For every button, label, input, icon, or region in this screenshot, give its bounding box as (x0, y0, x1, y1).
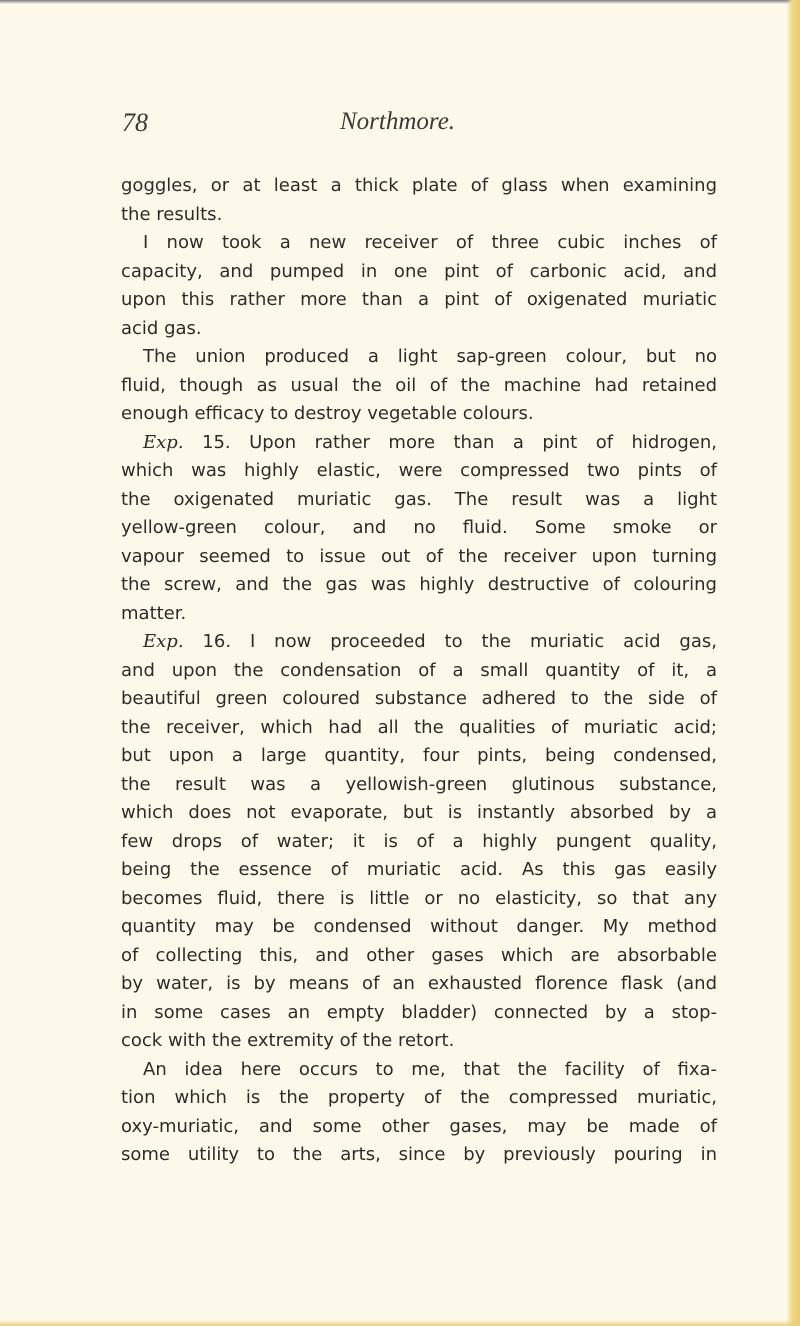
line-text: which does not evaporate, but is instantly absorbed by a (121, 802, 717, 823)
line-text: 15. Upon rather more than a pint of hidrogen, (183, 431, 717, 453)
line-text: becomes fluid, there is little or no elasticity, so that any (121, 887, 717, 909)
text-line (121, 1113, 717, 1142)
text-line (121, 258, 717, 287)
text-line (121, 457, 717, 486)
line-text: which was highly elastic, were compressed two pints of (121, 460, 717, 481)
text-line (121, 970, 717, 999)
text-line (121, 742, 717, 771)
line-text: oxy-muriatic, and some other gases, may be made of (121, 1115, 717, 1137)
text-line (121, 372, 717, 401)
text-line (121, 799, 717, 828)
line-text: An idea here occurs to me, that the facility of fixa- (143, 1058, 717, 1080)
text-line (121, 885, 717, 914)
line-text: the result was a yellowish-green glutinous substance, (121, 773, 717, 795)
line-text: upon this rather more than a pint of oxigenated muriatic (121, 289, 717, 310)
line-text: fluid, though as usual the oil of the machine had retained (121, 374, 717, 396)
line-text: matter. (121, 602, 187, 624)
text-line (121, 828, 717, 857)
line-text: the oxigenated muriatic gas. The result was a light (121, 488, 717, 510)
page-top-edge (0, 0, 800, 4)
line-text: acid gas. (121, 317, 202, 339)
text-line (121, 514, 717, 543)
text-line (121, 543, 717, 572)
line-text: the receiver, which had all the qualities of muriatic acid; (121, 716, 717, 738)
running-title: Northmore. (340, 108, 456, 135)
line-text: enough efficacy to destroy vegetable colours. (121, 403, 534, 424)
line-text: tion which is the property of the compressed muriatic, (121, 1087, 717, 1108)
text-line (121, 1027, 717, 1056)
line-text: vapour seemed to issue out of the receiver upon turning (121, 545, 717, 567)
line-text: capacity, and pumped in one pint of carbonic acid, and (121, 260, 717, 282)
line-text: quantity may be condensed without danger. My method (121, 916, 717, 937)
text-line (121, 286, 717, 315)
body-text (121, 172, 717, 1170)
line-text: cock with the extremity of the retort. (121, 1030, 455, 1051)
text-line (121, 201, 717, 230)
line-text: goggles, or at least a thick plate of glass when examining (121, 175, 717, 196)
line-text: The union produced a light sap-green colour, but no (143, 346, 717, 367)
page-bottom-edge (0, 1320, 800, 1326)
text-line (121, 685, 717, 714)
text-line (121, 999, 717, 1028)
line-text: but upon a large quantity, four pints, being condensed, (121, 745, 717, 766)
text-line (121, 1084, 717, 1113)
text-line (121, 343, 717, 372)
line-text: the screw, and the gas was highly destructive of colouring (121, 574, 717, 595)
text-line (121, 1141, 717, 1170)
text-line (121, 1056, 717, 1085)
text-line (121, 571, 717, 600)
text-line (121, 600, 717, 629)
text-line (121, 429, 717, 458)
line-text: the results. (121, 203, 223, 225)
page-right-edge (786, 0, 800, 1326)
text-line (121, 172, 717, 201)
text-line (121, 628, 717, 657)
text-line (121, 486, 717, 515)
line-text: being the essence of muriatic acid. As this gas easily (121, 859, 717, 880)
text-line (121, 856, 717, 885)
experiment-label: Exp. (143, 431, 184, 453)
line-text: few drops of water; it is of a highly pungent quality, (121, 830, 717, 852)
running-head (122, 108, 712, 148)
text-line (121, 315, 717, 344)
line-text: yellow-green colour, and no fluid. Some smoke or (121, 517, 717, 538)
line-text: by water, is by means of an exhausted florence flask (and (121, 973, 717, 994)
line-text: and upon the condensation of a small quantity of it, a (121, 659, 717, 681)
line-text: in some cases an empty bladder) connected by a stop- (121, 1001, 717, 1023)
line-text: some utility to the arts, since by previously pouring in (121, 1144, 717, 1165)
line-text: 16. I now proceeded to the muriatic acid gas, (183, 631, 717, 652)
page-number: 78 (122, 108, 148, 137)
line-text: of collecting this, and other gases which are absorbable (121, 944, 717, 966)
text-line (121, 229, 717, 258)
text-line (121, 657, 717, 686)
text-line (121, 942, 717, 971)
text-line (121, 714, 717, 743)
text-line (121, 400, 717, 429)
text-line (121, 771, 717, 800)
experiment-label: Exp. (143, 631, 184, 652)
line-text: I now took a new receiver of three cubic inches of (143, 232, 717, 253)
text-line (121, 913, 717, 942)
line-text: beautiful green coloured substance adhered to the side of (121, 688, 717, 709)
